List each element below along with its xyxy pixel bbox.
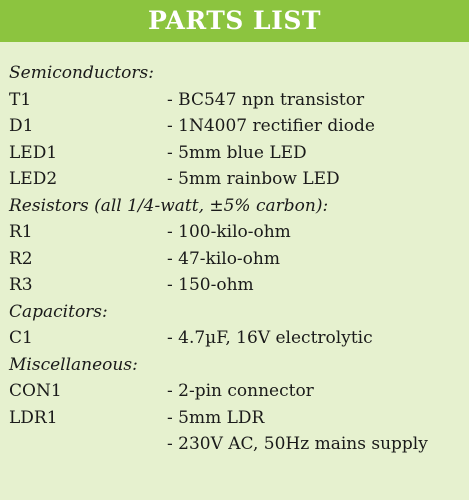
part-ref: LDR1 bbox=[9, 407, 58, 428]
section-heading-capacitors: Capacitors: bbox=[9, 301, 108, 322]
list-item bbox=[9, 325, 463, 352]
part-desc: - 47-kilo-ohm bbox=[167, 248, 280, 269]
part-desc: - 1N4007 rectifier diode bbox=[167, 116, 375, 136]
list-item bbox=[9, 431, 463, 458]
list-item bbox=[9, 219, 463, 246]
part-ref: C1 bbox=[9, 328, 33, 348]
part-desc: - BC547 npn transistor bbox=[167, 89, 365, 110]
parts-list-title: PARTS LIST bbox=[0, 0, 469, 42]
part-desc: - 5mm LDR bbox=[167, 407, 265, 428]
part-desc: - 2-pin connector bbox=[167, 381, 314, 401]
list-item bbox=[9, 166, 463, 193]
list-item bbox=[9, 113, 463, 140]
list-item bbox=[9, 378, 463, 405]
part-desc: - 230V AC, 50Hz mains supply bbox=[167, 434, 428, 454]
part-ref: D1 bbox=[9, 116, 34, 136]
list-item bbox=[9, 272, 463, 299]
part-ref: LED1 bbox=[9, 142, 58, 163]
section-heading-semiconductors: Semiconductors: bbox=[9, 63, 154, 83]
part-ref: R3 bbox=[9, 275, 33, 295]
parts-list-body bbox=[9, 60, 463, 458]
list-item bbox=[9, 87, 463, 114]
section-heading-miscellaneous: Miscellaneous: bbox=[9, 354, 138, 375]
part-desc: - 5mm rainbow LED bbox=[167, 169, 340, 189]
list-item bbox=[9, 140, 463, 167]
part-desc: - 100-kilo-ohm bbox=[167, 222, 291, 242]
part-ref: R1 bbox=[9, 222, 33, 242]
part-ref: LED2 bbox=[9, 169, 58, 189]
part-desc: - 150-ohm bbox=[167, 275, 254, 295]
part-desc: - 4.7µF, 16V electrolytic bbox=[167, 328, 373, 348]
part-ref: R2 bbox=[9, 248, 33, 269]
list-item bbox=[9, 246, 463, 273]
part-desc: - 5mm blue LED bbox=[167, 142, 307, 163]
list-item bbox=[9, 405, 463, 432]
part-ref: CON1 bbox=[9, 381, 62, 401]
part-ref: T1 bbox=[9, 89, 32, 110]
section-heading-resistors: Resistors (all 1/4-watt, ±5% carbon): bbox=[9, 195, 329, 216]
